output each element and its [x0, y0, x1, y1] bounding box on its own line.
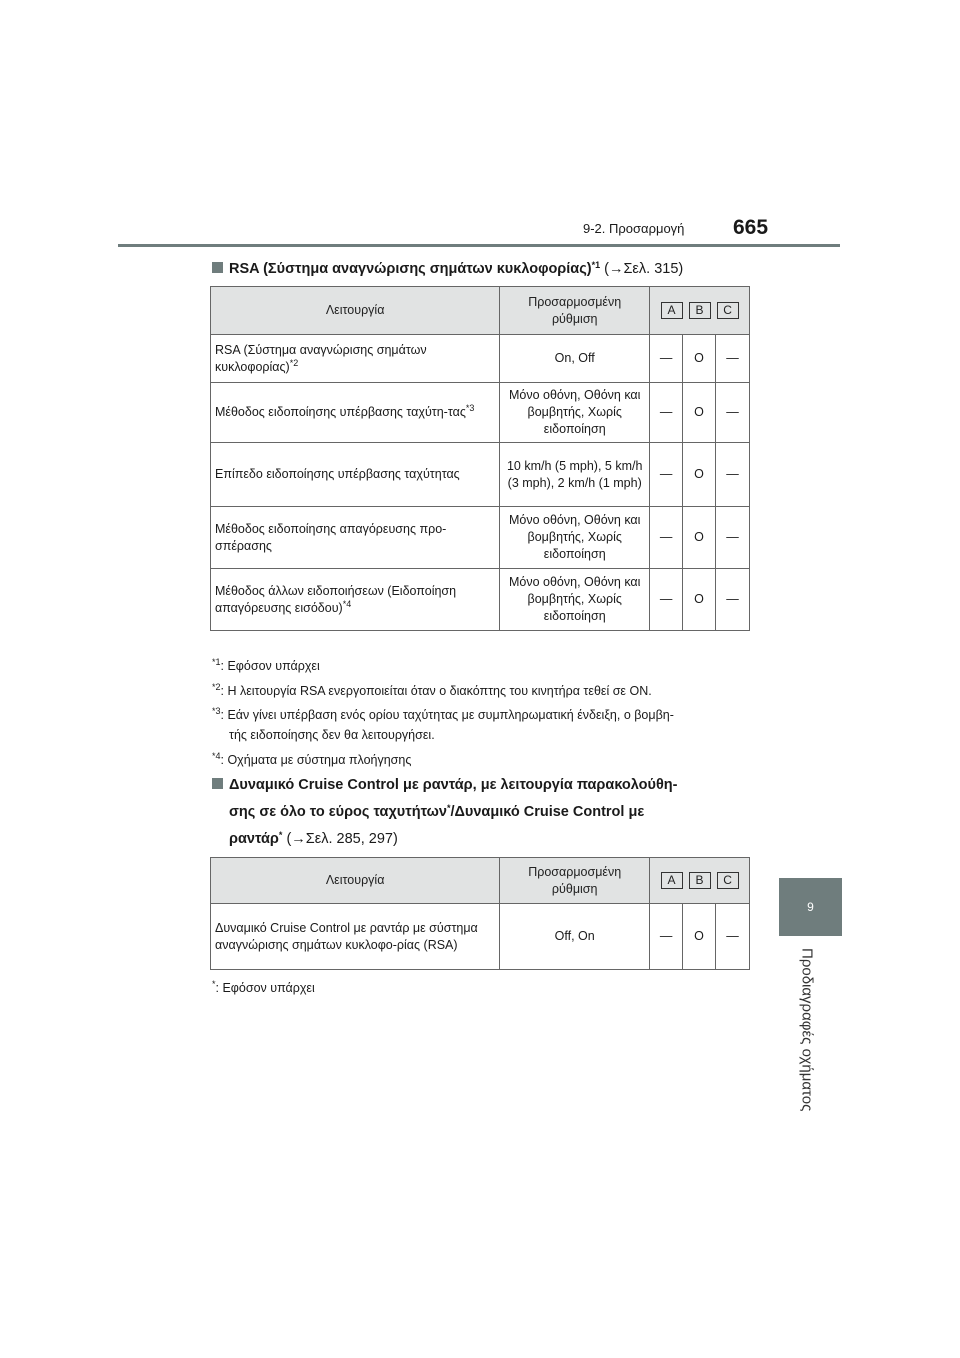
settings-table-cruise [210, 857, 750, 970]
column-b-icon: B [689, 872, 711, 889]
col-header-function: Λειτουργία [211, 287, 500, 335]
footnote-2: $^{*2}$: Η λειτουργία RSA ενεργοποιείται όταν ο διακόπτης του κινητήρα τεθεί σε ON. [212, 682, 652, 698]
chapter-number: 9 [807, 900, 814, 914]
table-row: Δυναμικό Cruise Control με ραντάρ με σύστημα αναγνώρισης σημάτων κυκλοφο-ρίας (RSA) Off, On — O — [211, 904, 750, 970]
column-c-icon: C [717, 872, 739, 889]
column-a-icon: A [661, 872, 683, 889]
col-header-abc [650, 287, 750, 335]
chapter-tab [779, 878, 842, 936]
footnote-4: $^{*4}$: Οχήματα με σύστημα πλοήγησης [212, 751, 412, 767]
footnote-1: $^{*1}$: Εφόσον υπάρχει [212, 657, 320, 673]
page-number: 665 [733, 216, 769, 239]
table-row: Μέθοδος ειδοποίησης απαγόρευσης προ-σπέρασης Μόνο οθόνη, Οθόνη και βομβητής, Χωρίς ειδοποίηση — O — [211, 507, 750, 569]
column-b-icon: B [689, 302, 711, 319]
col-header-function: Λειτουργία [211, 858, 500, 904]
col-header-setting: Προσαρμοσμένη ρύθμιση [500, 858, 650, 904]
table-row: Μέθοδος άλλων ειδοποιήσεων (Ειδοποίηση απαγόρευσης εισόδου)$^{*4}$ Μόνο οθόνη, Οθόνη και βομβητής, Χωρίς ειδοποίηση — O — [211, 569, 750, 631]
section-header: 9-2. Προσαρμογή [583, 221, 685, 236]
footnote-star: *: Εφόσον υπάρχει [212, 979, 315, 995]
column-c-icon: C [717, 302, 739, 319]
section1-title: RSA (Σύστημα αναγνώρισης σημάτων κυκλοφορίας)$^{*1}$ (→Σελ. 315) [212, 255, 683, 283]
footnote-3: $^{*3}$: Εάν γίνει υπέρβαση ενός ορίου ταχύτητας με συμπληρωματική ένδειξη, ο βομβη- τής ειδοποίησης δεν θα λειτουργήσει. [212, 706, 674, 742]
table-row: Μέθοδος ειδοποίησης υπέρβασης ταχύτη-τας$^{*3}$ Μόνο οθόνη, Οθόνη και βομβητής, Χωρίς ειδοποίηση — O — [211, 383, 750, 443]
table-row: RSA (Σύστημα αναγνώρισης σημάτων κυκλοφορίας)$^{*2}$ On, Off — O — [211, 335, 750, 383]
chapter-title: Προδιαγραφές οχήματος [798, 948, 816, 1112]
table-row: Επίπεδο ειδοποίησης υπέρβασης ταχύτητας 10 km/h (5 mph), 5 km/h (3 mph), 2 km/h (1 mph) — O — [211, 443, 750, 507]
chapter-title-vertical [777, 948, 837, 1118]
column-a-icon: A [661, 302, 683, 319]
col-header-setting: Προσαρμοσμένη ρύθμιση [500, 287, 650, 335]
settings-table-rsa [210, 286, 750, 631]
header-rule [118, 244, 840, 247]
square-bullet-icon [212, 778, 223, 789]
section2-title: Δυναμικό Cruise Control με ραντάρ, με λειτουργία παρακολούθη- σης σε όλο το εύρος ταχυτήτων*/Δυναμικό Cruise Control με ραντάρ* (→Σελ. 285, 297) [212, 772, 772, 853]
col-header-abc [650, 858, 750, 904]
square-bullet-icon [212, 262, 223, 273]
